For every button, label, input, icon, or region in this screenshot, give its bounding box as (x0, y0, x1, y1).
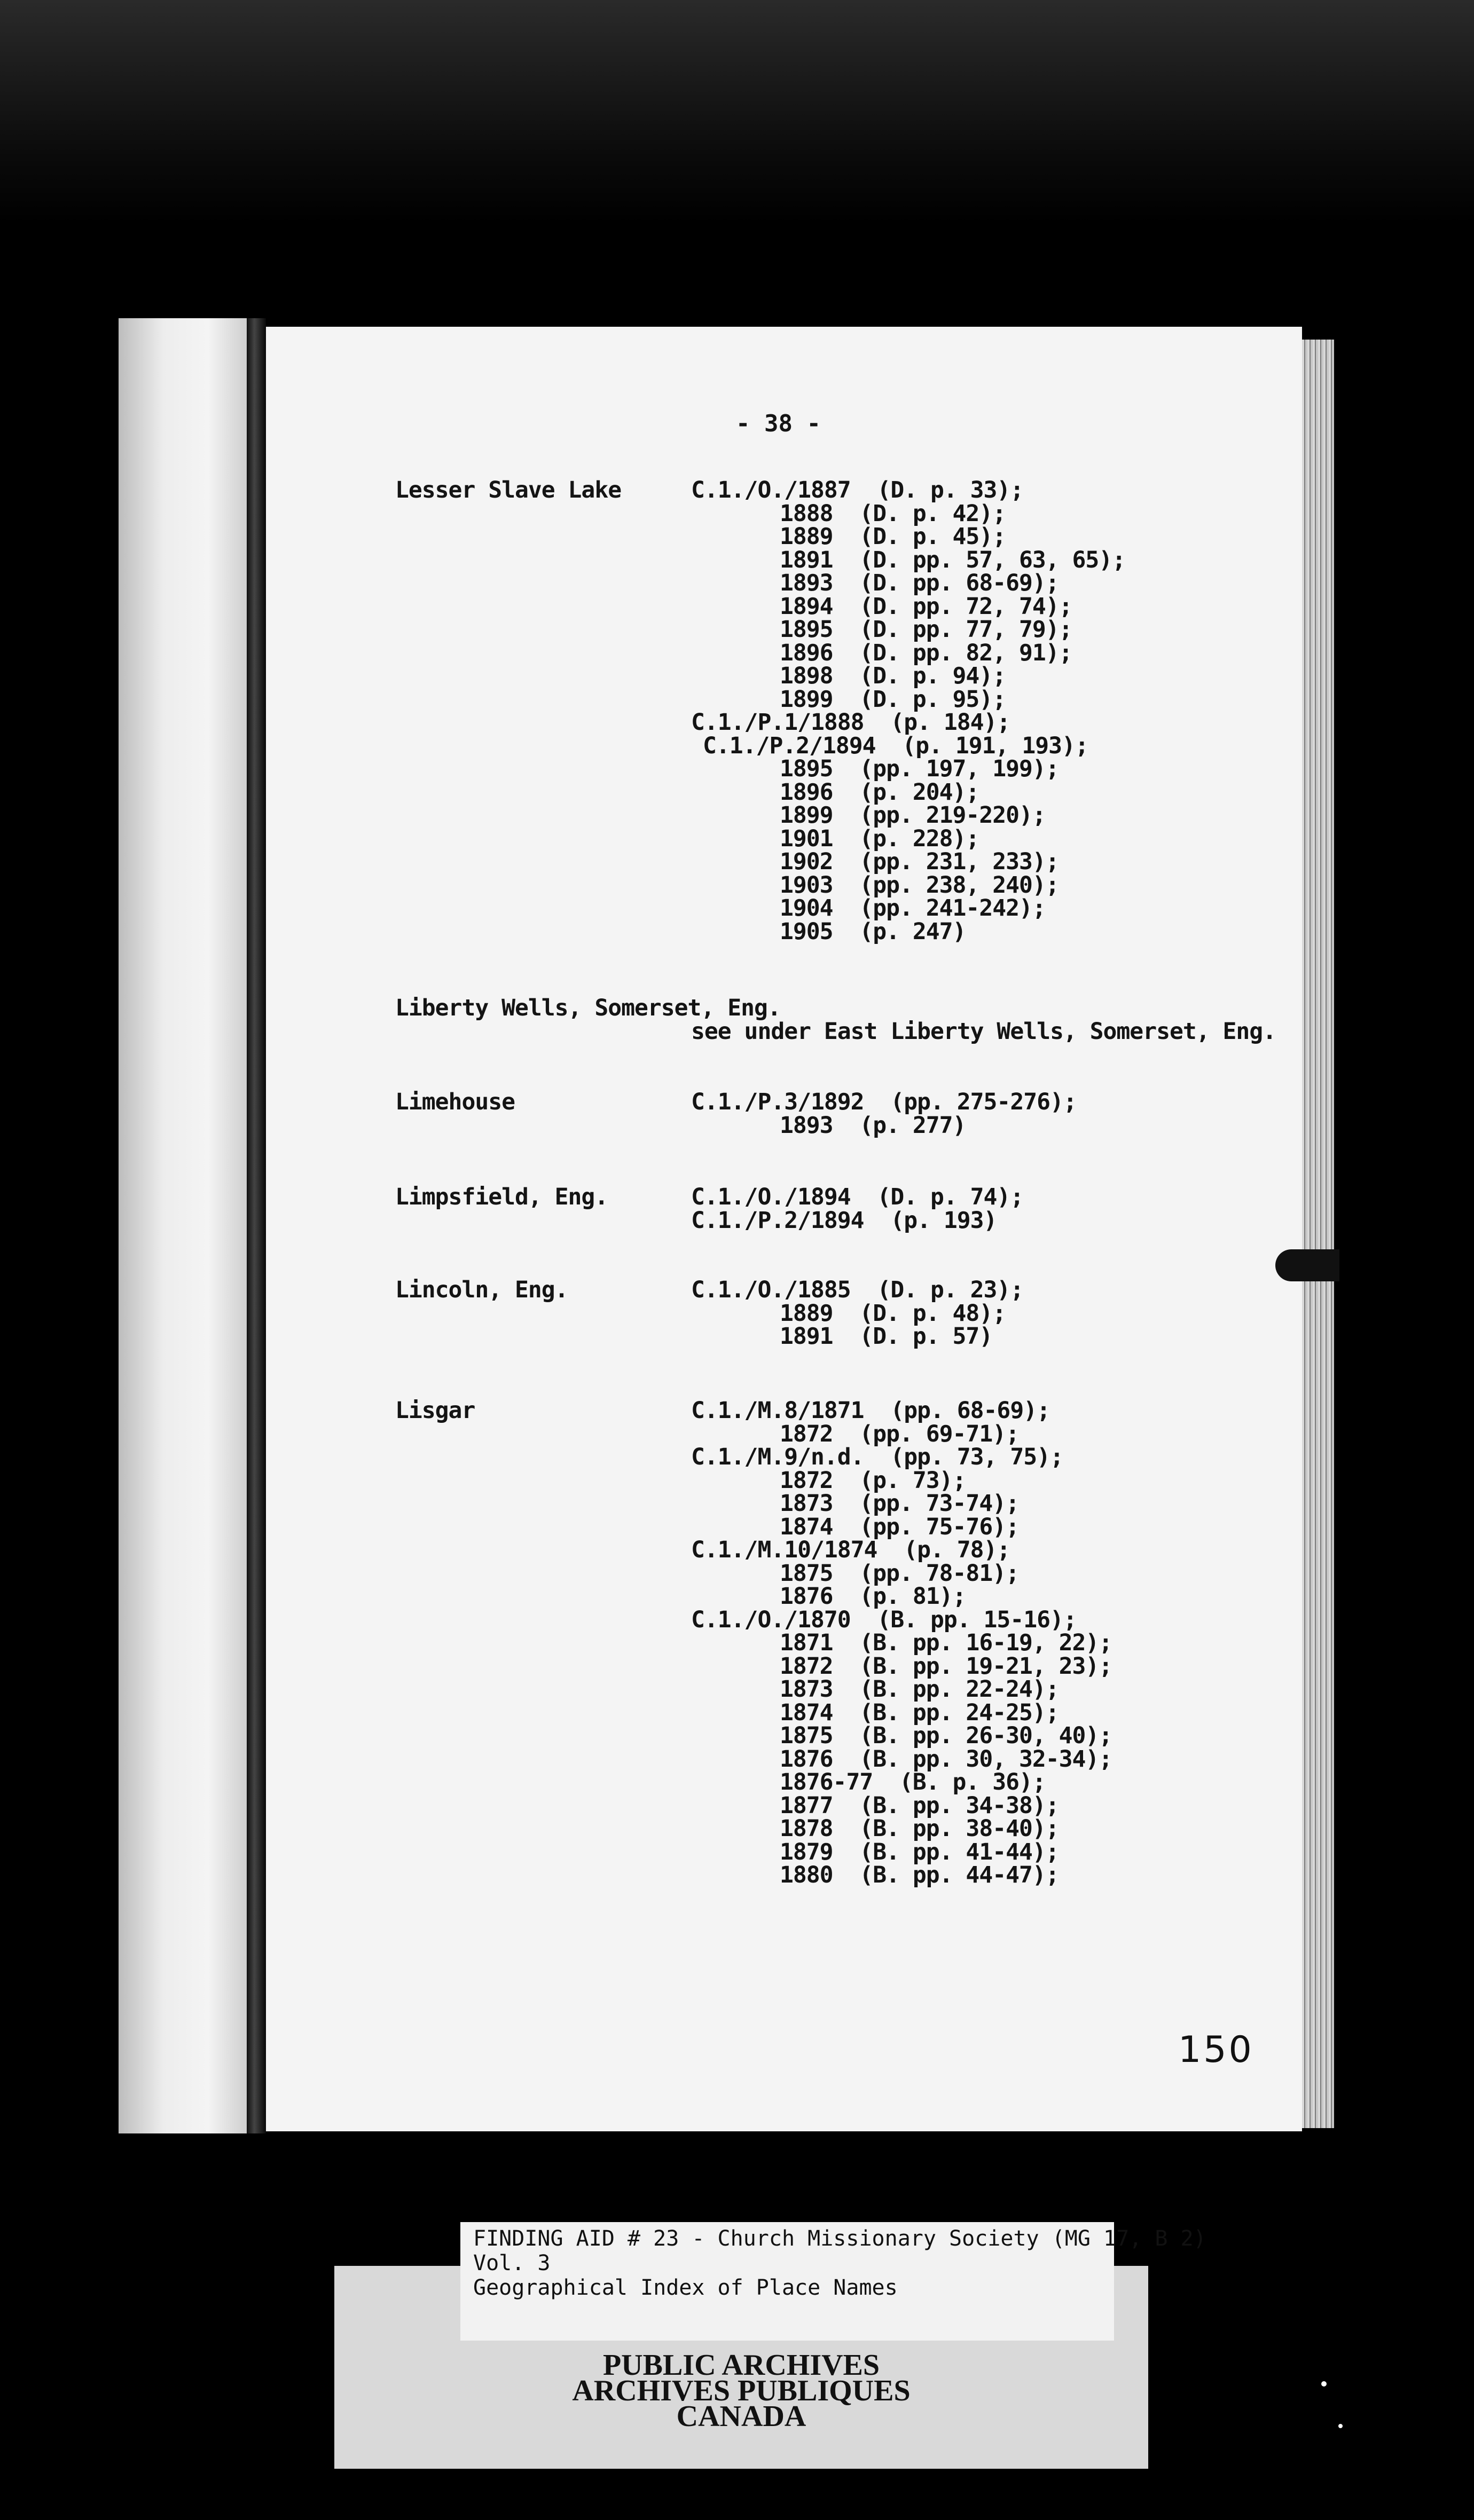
reference-line: 1871 (B. pp. 16-19, 22); (780, 1629, 1112, 1656)
film-speck (1321, 2381, 1327, 2387)
place-name: Liberty Wells, Somerset, Eng. (395, 995, 781, 1021)
reference-line: C.1./P.2/1894 (p. 193) (691, 1207, 997, 1234)
reference-line: 1896 (D. pp. 82, 91); (780, 639, 1072, 666)
reference-line: 1888 (D. p. 42); (780, 500, 1006, 527)
reference-line: 1889 (D. p. 45); (780, 523, 1006, 550)
reference-line: 1873 (B. pp. 22-24); (780, 1676, 1059, 1703)
film-border-top (0, 0, 1474, 224)
reference-line: C.1./P.1/1888 (p. 184); (691, 709, 1010, 736)
reference-line: 1902 (pp. 231, 233); (780, 848, 1059, 875)
reference-line: see under East Liberty Wells, Somerset, Eng. (691, 1018, 1276, 1045)
reference-line: 1876 (p. 81); (780, 1583, 966, 1610)
archives-line-2: ARCHIVES PUBLIQUES (572, 2374, 911, 2407)
reference-line: 1904 (pp. 241-242); (780, 895, 1046, 922)
reference-line: 1874 (B. pp. 24-25); (780, 1699, 1059, 1726)
reference-line: 1872 (pp. 69-71); (780, 1420, 1019, 1447)
reference-line: 1899 (D. p. 95); (780, 686, 1006, 713)
reference-line: 1893 (p. 277) (780, 1112, 966, 1139)
place-name: Limpsfield, Eng. (395, 1184, 608, 1210)
left-page-margin (119, 318, 247, 2133)
reference-line: 1872 (B. pp. 19-21, 23); (780, 1652, 1112, 1680)
reference-line: 1877 (B. pp. 34-38); (780, 1792, 1059, 1819)
reference-line: 1872 (p. 73); (780, 1467, 966, 1494)
reference-line: C.1./P.3/1892 (pp. 275-276); (691, 1089, 1077, 1115)
finding-aid-subtitle: Geographical Index of Place Names (473, 2275, 898, 2300)
reference-line: C.1./O./1870 (B. pp. 15-16); (691, 1606, 1077, 1633)
place-name: Lincoln, Eng. (395, 1277, 568, 1303)
reference-line: C.1./O./1885 (D. p. 23); (691, 1277, 1024, 1303)
reference-line: C.1./P.2/1894 (p. 191, 193); (703, 732, 1088, 759)
reference-line: 1893 (D. pp. 68-69); (780, 570, 1059, 596)
reference-line: 1895 (pp. 197, 199); (780, 755, 1059, 782)
reference-line: 1899 (pp. 219-220); (780, 802, 1046, 829)
reference-line: 1895 (D. pp. 77, 79); (780, 616, 1072, 643)
reference-line: 1891 (D. pp. 57, 63, 65); (780, 546, 1126, 573)
reference-line: 1875 (pp. 78-81); (780, 1560, 1019, 1587)
place-name: Limehouse (395, 1089, 515, 1115)
page-edges (1302, 340, 1334, 2128)
place-name: Lesser Slave Lake (395, 477, 622, 503)
reference-line: C.1./O./1894 (D. p. 74); (691, 1184, 1024, 1210)
reference-line: 1905 (p. 247) (780, 918, 966, 945)
reference-line: 1898 (D. p. 94); (780, 663, 1006, 689)
finding-aid-title: FINDING AID # 23 - Church Missionary Society (MG 17, B 2) (473, 2226, 1206, 2251)
place-name: Lisgar (395, 1397, 475, 1424)
reference-line: 1880 (B. pp. 44-47); (780, 1862, 1059, 1888)
archives-line-3: CANADA (676, 2400, 806, 2433)
reference-line: 1873 (pp. 73-74); (780, 1490, 1019, 1517)
stamped-frame-number: 150 (1178, 2029, 1254, 2071)
book-spine (247, 318, 266, 2133)
reference-line: C.1./O./1887 (D. p. 33); (691, 477, 1024, 503)
reference-line: 1901 (p. 228); (780, 825, 979, 852)
reference-line: C.1./M.8/1871 (pp. 68-69); (691, 1397, 1050, 1424)
reference-line: 1878 (B. pp. 38-40); (780, 1815, 1059, 1842)
reference-line: 1879 (B. pp. 41-44); (780, 1838, 1059, 1865)
film-speck (1338, 2424, 1343, 2428)
page-number: - 38 - (736, 410, 821, 437)
reference-line: C.1./M.10/1874 (p. 78); (691, 1537, 1010, 1563)
reference-line: 1903 (pp. 238, 240); (780, 871, 1059, 899)
page-tab-marker (1275, 1249, 1339, 1281)
reference-line: 1896 (p. 204); (780, 778, 979, 806)
reference-line: 1876-77 (B. p. 36); (780, 1769, 1046, 1796)
reference-line: 1894 (D. pp. 72, 74); (780, 593, 1072, 620)
reference-line: 1889 (D. p. 48); (780, 1300, 1006, 1327)
reference-line: C.1./M.9/n.d. (pp. 73, 75); (691, 1444, 1063, 1470)
finding-aid-volume: Vol. 3 (473, 2251, 551, 2275)
archives-line-1: PUBLIC ARCHIVES (602, 2349, 880, 2382)
reference-line: 1874 (pp. 75-76); (780, 1513, 1019, 1540)
reference-line: 1876 (B. pp. 30, 32-34); (780, 1745, 1112, 1773)
reference-line: 1875 (B. pp. 26-30, 40); (780, 1722, 1112, 1749)
reference-line: 1891 (D. p. 57) (780, 1323, 993, 1350)
